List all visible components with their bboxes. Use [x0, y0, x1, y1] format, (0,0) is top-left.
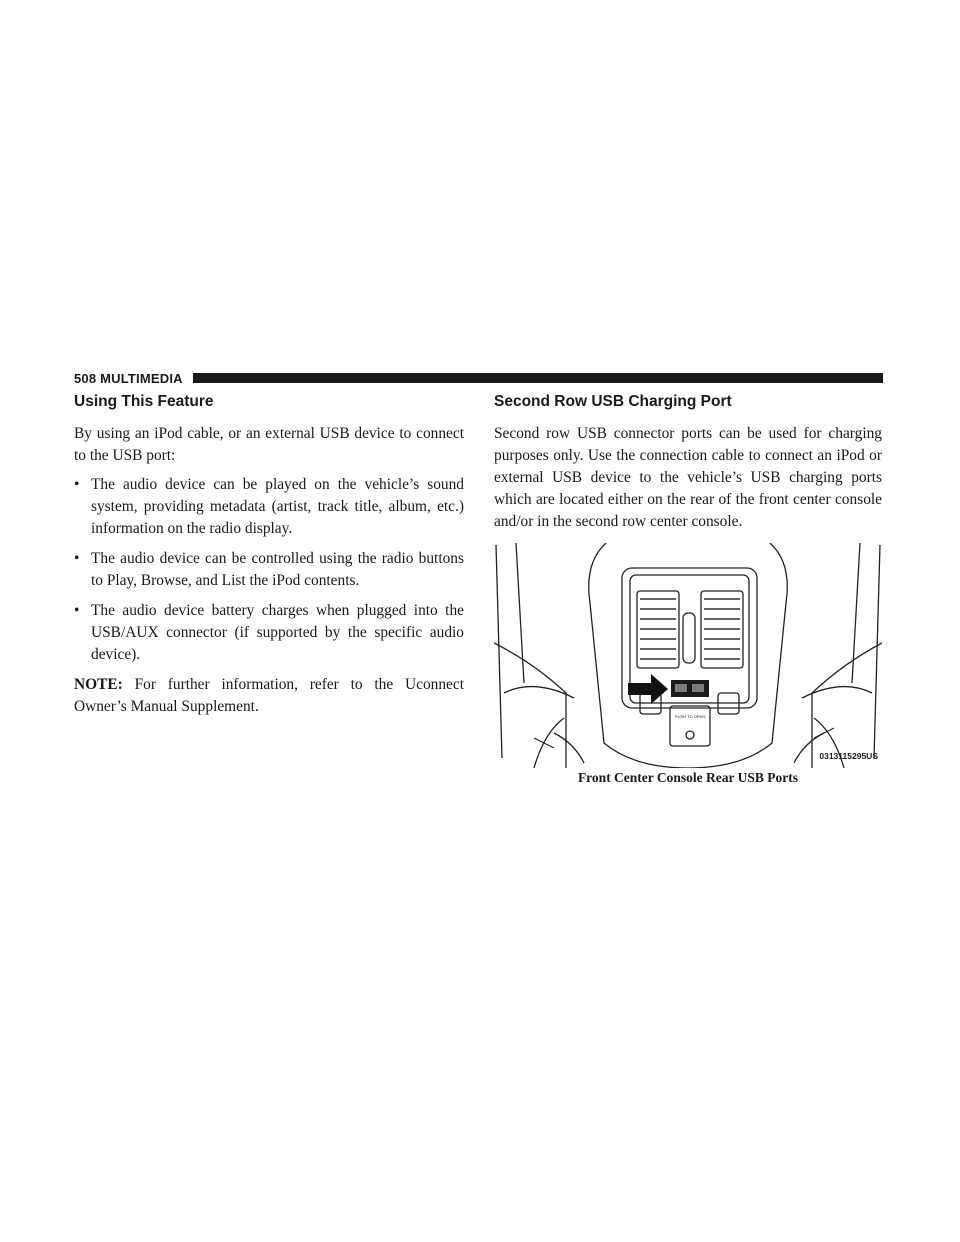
usb-port-slot-1 — [675, 684, 687, 692]
bullet-icon: • — [74, 550, 80, 567]
page-number-section: 508 MULTIMEDIA — [74, 370, 183, 386]
note-label: NOTE: — [74, 676, 123, 693]
usb-paragraph: Second row USB connector ports can be used for charging purposes only. Use the connection cable to connect an iPod or external USB device to the vehicle’s USB charging ports which are located either on the rear of the front center console and/or in the second row center console. — [494, 425, 882, 530]
feature-bullet-list — [74, 474, 464, 666]
push-to-open-text: PUSH TO OPEN — [674, 714, 706, 719]
note-text: For further information, refer to the Uconnect Owner’s Manual Supplement. — [74, 676, 464, 715]
arrow-pointer-icon — [628, 674, 668, 704]
section-heading-second-row-usb: Second Row USB Charging Port — [494, 393, 732, 410]
list-item — [74, 600, 464, 666]
header-rule — [193, 373, 883, 383]
figure-caption: Front Center Console Rear USB Ports — [577, 770, 799, 785]
usb-port-slot-2 — [692, 684, 704, 692]
right-column — [494, 392, 882, 786]
bullet-text: The audio device can be played on the vehicle’s sound system, providing metadata (artist, track title, album, etc.) information on the radio display. — [91, 476, 464, 537]
left-column — [74, 392, 464, 718]
intro-paragraph: By using an iPod cable, or an external USB device to connect to the USB port: — [74, 425, 464, 464]
note-paragraph — [74, 674, 464, 718]
console-usb-figure — [494, 543, 882, 768]
list-item — [74, 548, 464, 592]
page-header — [74, 370, 883, 386]
figure-code: 0313115295US — [819, 751, 878, 761]
bullet-icon: • — [74, 476, 80, 493]
list-item — [74, 474, 464, 540]
console-illustration — [494, 543, 882, 768]
section-heading-using-feature: Using This Feature — [74, 393, 214, 410]
bullet-text: The audio device can be controlled using the radio buttons to Play, Browse, and List the iPod contents. — [91, 550, 464, 589]
bullet-icon: • — [74, 602, 80, 619]
bullet-text: The audio device battery charges when plugged into the USB/AUX connector (if supported by the specific audio device). — [91, 602, 464, 663]
